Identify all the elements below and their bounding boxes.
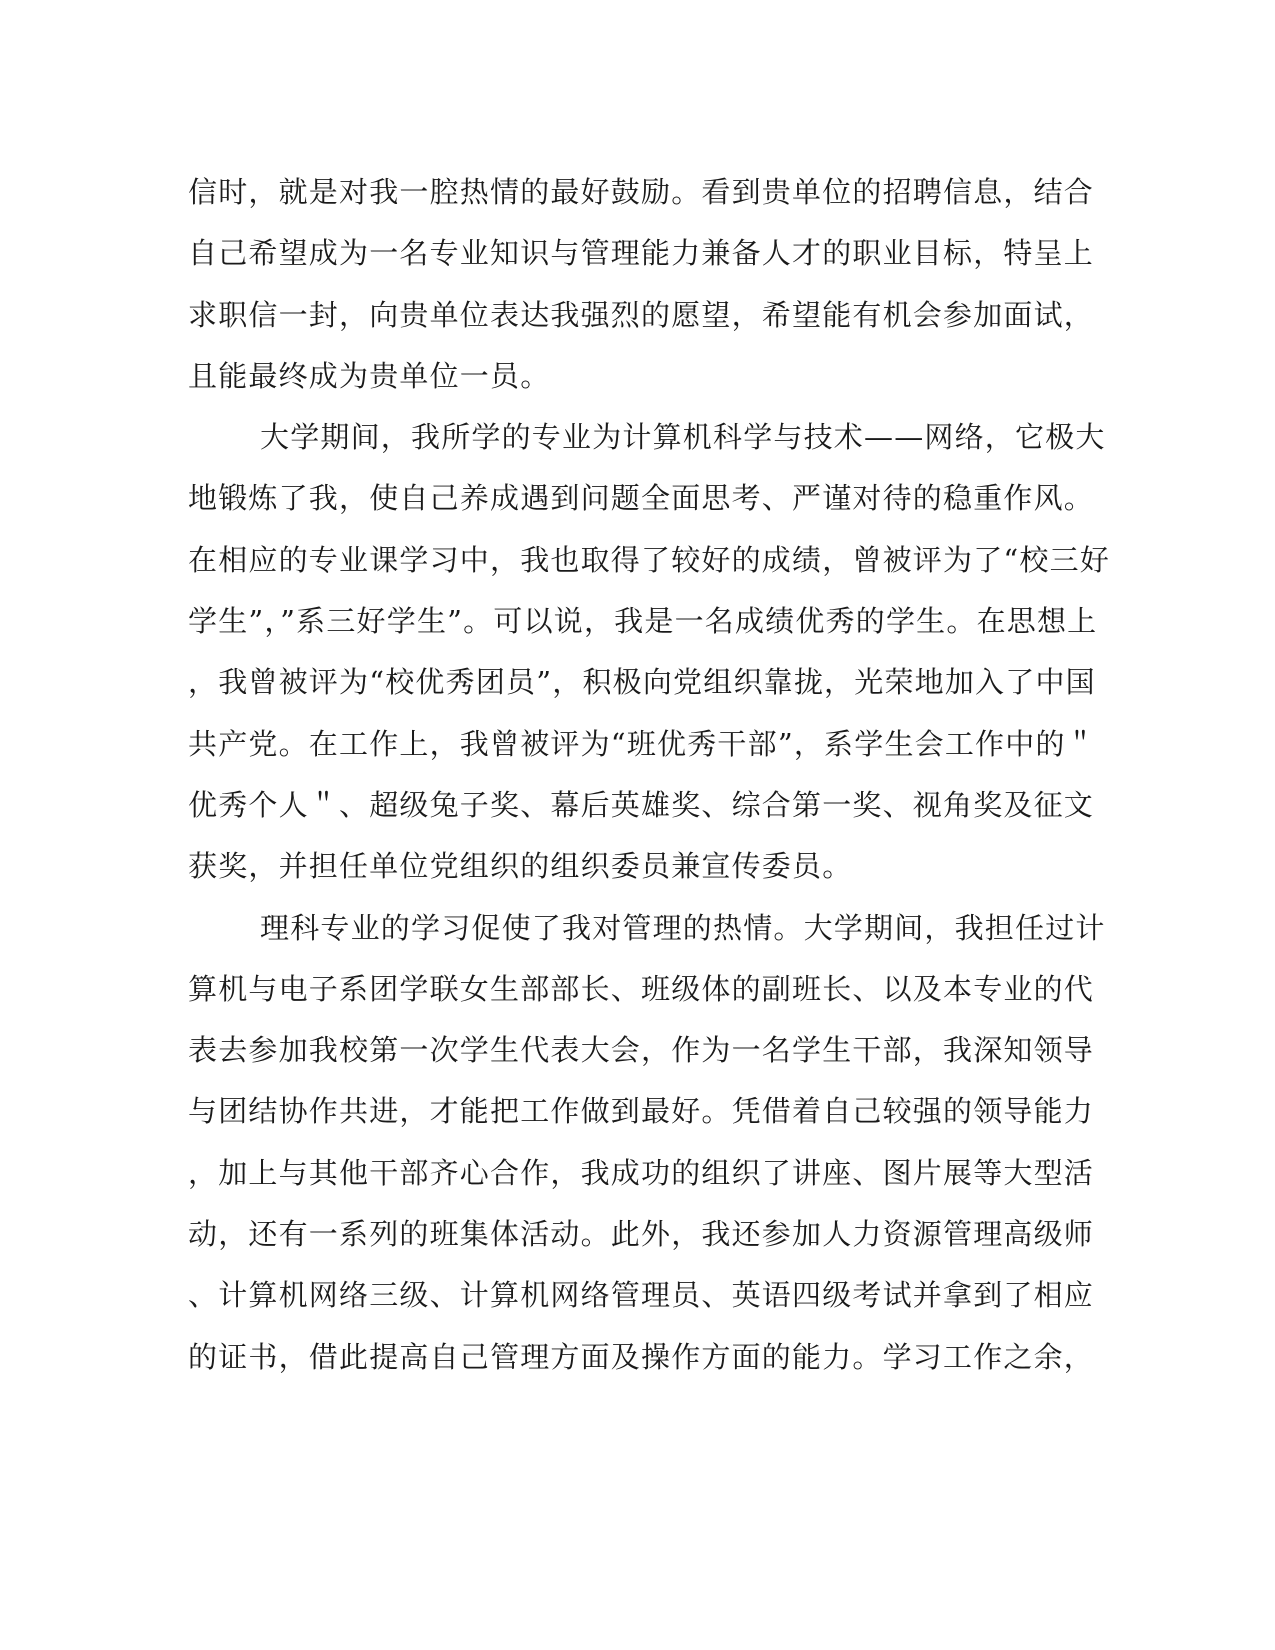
text-line: 的证书，借此提高自己管理方面及操作方面的能力。学习工作之余， (188, 1339, 1095, 1374)
text-line: 在相应的专业课学习中，我也取得了较好的成绩，曾被评为了“校三好 (188, 542, 1111, 577)
text-line: 学生”，”系三好学生”。可以说，我是一名成绩优秀的学生。在思想上 (188, 604, 1098, 639)
text-line: ，我曾被评为“校优秀团员”，积极向党组织靠拢，光荣地加入了中国 (188, 665, 1096, 700)
text-line: 地锻炼了我，使自己养成遇到问题全面思考、严谨对待的稳重作风。 (188, 481, 1095, 516)
text-line: 大学期间，我所学的专业为计算机科学与技术——网络，它极大 (260, 420, 1106, 455)
text-line: 且能最终成为贵单位一员。 (188, 358, 551, 393)
body-text (188, 162, 1111, 1388)
text-line: 自己希望成为一名专业知识与管理能力兼备人才的职业目标，特呈上 (188, 236, 1095, 271)
text-line: ，加上与其他干部齐心合作，我成功的组织了讲座、图片展等大型活 (188, 1155, 1095, 1190)
text-line: 表去参加我校第一次学生代表大会，作为一名学生干部，我深知领导 (188, 1033, 1095, 1068)
text-line: 动，还有一系列的班集体活动。此外，我还参加人力资源管理高级师 (188, 1217, 1095, 1252)
text-line: 求职信一封，向贵单位表达我强烈的愿望，希望能有机会参加面试， (188, 297, 1095, 332)
text-line: 优秀个人＂、超级兔子奖、幕后英雄奖、综合第一奖、视角奖及征文 (188, 787, 1095, 822)
text-line: 共产党。在工作上，我曾被评为“班优秀干部”，系学生会工作中的＂ (188, 726, 1096, 761)
text-line: 获奖，并担任单位党组织的组织委员兼宣传委员。 (188, 849, 853, 884)
text-line: 理科专业的学习促使了我对管理的热情。大学期间，我担任过计 (260, 910, 1106, 945)
text-line: 算机与电子系团学联女生部部长、班级体的副班长、以及本专业的代 (188, 971, 1095, 1006)
text-line: 与团结协作共进，才能把工作做到最好。凭借着自己较强的领导能力 (188, 1094, 1095, 1129)
text-line: 、计算机网络三级、计算机网络管理员、英语四级考试并拿到了相应 (188, 1278, 1095, 1313)
text-line: 信时，就是对我一腔热情的最好鼓励。看到贵单位的招聘信息，结合 (188, 175, 1095, 209)
